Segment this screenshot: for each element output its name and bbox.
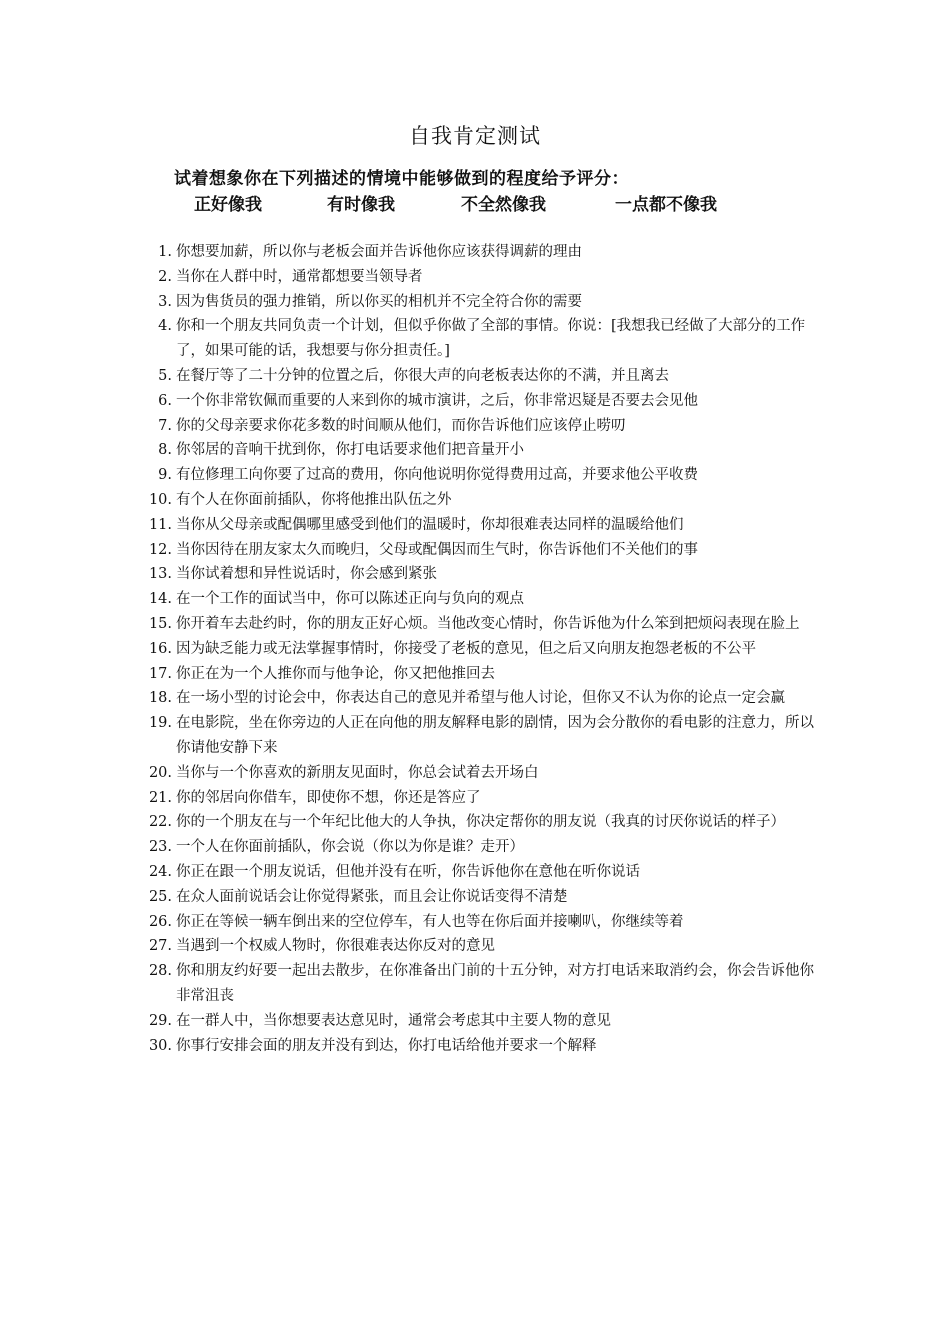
question-text: 一个你非常钦佩而重要的人来到你的城市演讲，之后，你非常迟疑是否要去会见他: [176, 392, 698, 409]
question-text: 在一群人中，当你想要表达意见时，通常会考虑其中主要人物的意见: [176, 1012, 611, 1029]
question-number: 19.: [148, 715, 172, 732]
question-item: [140, 587, 820, 612]
question-item: [140, 835, 820, 860]
question-item: [140, 786, 820, 811]
question-text: 你事行安排会面的朋友并没有到达，你打电话给他并要求一个解释: [176, 1037, 597, 1054]
question-text: 在电影院，坐在你旁边的人正在向他的朋友解释电影的剧情，因为会分散你的看电影的注意力，所以你请他安静下来: [176, 715, 814, 756]
question-text: 当你在人群中时，通常都想要当领导者: [176, 268, 423, 285]
question-item: [140, 414, 820, 439]
question-item: [140, 240, 820, 265]
question-number: 2.: [158, 268, 172, 285]
question-text: 你正在等候一辆车倒出来的空位停车，有人也等在你后面并接喇叭，你继续等着: [176, 913, 684, 930]
question-item: [140, 910, 820, 935]
question-text: 你邻居的音响干扰到你，你打电话要求他们把音量开小: [176, 442, 524, 459]
question-number: 27.: [148, 938, 172, 955]
question-text: 当遇到一个权威人物时，你很难表达你反对的意见: [176, 938, 495, 955]
question-number: 24.: [148, 863, 172, 880]
question-text: 你和朋友约好要一起出去散步，在你准备出门前的十五分钟，对方打电话来取消约会，你会告诉他你非常沮丧: [176, 963, 814, 1004]
question-number: 22.: [148, 814, 172, 831]
question-item: [140, 1009, 820, 1034]
scale-option-sometimes-like-me: 有时像我: [327, 195, 395, 215]
question-text: 当你试着想和异性说话时，你会感到紧张: [176, 566, 437, 583]
question-number: 7.: [158, 417, 172, 434]
question-text: 你的邻居向你借车，即使你不想，你还是答应了: [176, 789, 481, 806]
question-item: [140, 761, 820, 786]
question-item: [140, 290, 820, 315]
question-text: 当你与一个你喜欢的新朋友见面时，你总会试着去开场白: [176, 764, 539, 781]
question-item: [140, 860, 820, 885]
question-number: 1.: [158, 244, 172, 260]
question-text: 有位修理工向你要了过高的费用，你向他说明你觉得费用过高，并要求他公平收费: [176, 467, 698, 484]
question-number: 14.: [148, 591, 172, 608]
question-item: [140, 513, 820, 538]
question-text: 在餐厅等了二十分钟的位置之后，你很大声的向老板表达你的不满，并且离去: [176, 367, 669, 384]
question-number: 29.: [148, 1012, 172, 1029]
question-item: [140, 959, 820, 1009]
question-number: 21.: [148, 789, 172, 806]
question-text: 你的父母亲要求你花多数的时间顺从他们，而你告诉他们应该停止唠叨: [176, 417, 626, 434]
question-text: 有个人在你面前插队，你将他推出队伍之外: [176, 491, 452, 508]
question-text: 你和一个朋友共同负责一个计划，但似乎你做了全部的事情。你说：[我想我已经做了大部分的工作了，如果可能的话，我想要与你分担责任。]: [176, 318, 806, 360]
question-number: 18.: [148, 690, 172, 707]
question-number: 15.: [148, 615, 172, 632]
question-text: 当你从父母亲或配偶哪里感受到他们的温暖时，你却很难表达同样的温暖给他们: [176, 516, 684, 533]
question-item: [140, 885, 820, 910]
question-item: [140, 711, 820, 761]
question-item: [140, 662, 820, 687]
question-item: [140, 488, 820, 513]
question-text: 因为缺乏能力或无法掌握事情时，你接受了老板的意见，但之后又向朋友抱怨老板的不公平: [176, 640, 756, 657]
question-number: 3.: [158, 293, 172, 310]
question-number: 11.: [148, 516, 172, 533]
question-item: [140, 1034, 820, 1059]
question-number: 6.: [158, 392, 172, 409]
question-item: [140, 265, 820, 290]
scale-option-not-like-me-at-all: 一点都不像我: [615, 195, 717, 215]
question-text: 在一场小型的讨论会中，你表达自己的意见并希望与他人讨论，但你又不认为你的论点一定会赢: [176, 690, 785, 707]
question-text: 你想要加薪，所以你与老板会面并告诉他你应该获得调薪的理由: [176, 244, 582, 260]
question-item: [140, 389, 820, 414]
question-number: 17.: [148, 665, 172, 682]
question-number: 8.: [158, 442, 172, 459]
question-item: [140, 934, 820, 959]
question-item: [140, 314, 820, 364]
question-text: 因为售货员的强力推销，所以你买的相机并不完全符合你的需要: [176, 293, 582, 310]
question-number: 4.: [158, 318, 172, 335]
question-number: 16.: [148, 640, 172, 657]
question-item: [140, 562, 820, 587]
rating-scale: [0, 190, 950, 214]
question-item: [140, 463, 820, 488]
question-text: 你正在为一个人推你而与他争论，你又把他推回去: [176, 665, 495, 682]
question-item: [140, 364, 820, 389]
question-number: 10.: [148, 491, 172, 508]
question-item: [140, 612, 820, 637]
question-number: 30.: [148, 1037, 172, 1054]
scale-option-exactly-like-me: 正好像我: [194, 195, 262, 215]
question-item: [140, 438, 820, 463]
question-text: 你的一个朋友在与一个年纪比他大的人争执，你决定帮你的朋友说（我真的讨厌你说话的样子）: [176, 814, 785, 831]
question-item: [140, 538, 820, 563]
question-list: [140, 240, 820, 1058]
question-number: 13.: [148, 566, 172, 583]
scale-option-not-quite-like-me: 不全然像我: [461, 195, 546, 215]
question-text: 你正在跟一个朋友说话，但他并没有在听，你告诉他你在意他在听你说话: [176, 863, 640, 880]
question-text: 在一个工作的面试当中，你可以陈述正向与负向的观点: [176, 591, 524, 608]
question-item: [140, 810, 820, 835]
question-item: [140, 637, 820, 662]
question-number: 26.: [148, 913, 172, 930]
page-title: 自我肯定测试: [409, 124, 541, 148]
question-number: 23.: [148, 839, 172, 856]
question-text: 一个人在你面前插队，你会说（你以为你是谁？走开）: [176, 839, 524, 856]
question-text: 当你因待在朋友家太久而晚归，父母或配偶因而生气时，你告诉他们不关他们的事: [176, 541, 698, 558]
question-text: 在众人面前说话会让你觉得紧张，而且会让你说话变得不清楚: [176, 888, 568, 905]
question-number: 12.: [148, 541, 172, 558]
question-number: 5.: [158, 367, 172, 384]
question-item: [140, 686, 820, 711]
question-number: 9.: [158, 467, 172, 484]
question-number: 25.: [148, 888, 172, 905]
question-number: 20.: [148, 764, 172, 781]
instruction-text: 试着想象你在下列描述的情境中能够做到的程度给予评分：: [174, 169, 629, 189]
question-text: 你开着车去赴约时，你的朋友正好心烦。当他改变心情时，你告诉他为什么笨到把烦闷表现在脸上: [176, 615, 800, 632]
question-number: 28.: [148, 963, 172, 980]
